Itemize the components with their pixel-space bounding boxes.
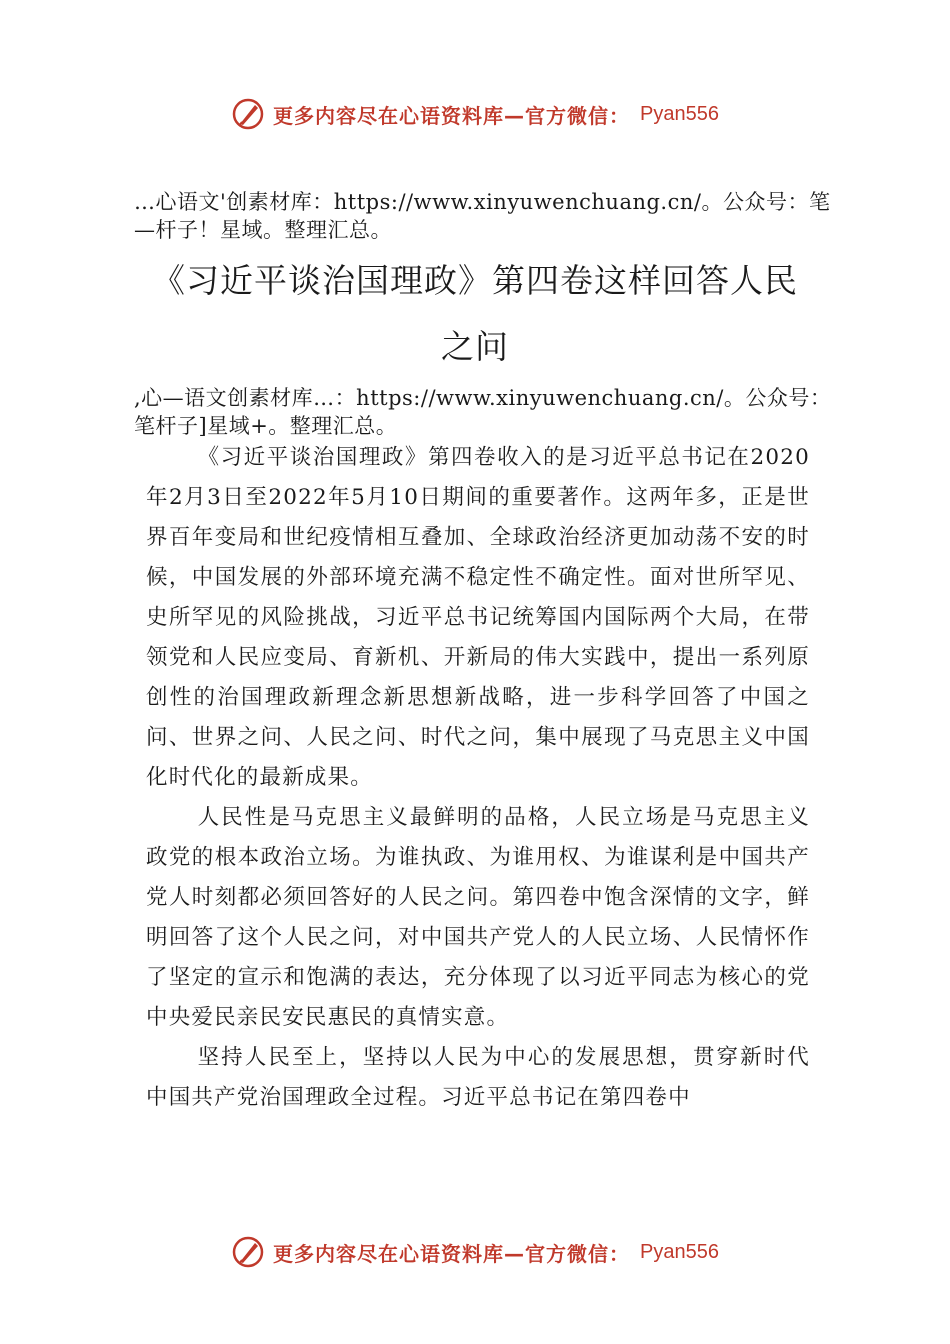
article-body xyxy=(146,438,810,1118)
banner-text: 更多内容尽在心语资料库—官方微信： xyxy=(273,1241,631,1266)
paragraph: 《习近平谈治国理政》第四卷收入的是习近平总书记在2020年2月3日至2022年5月10日期间的重要著作。这两年多，正是世界百年变局和世纪疫情相互叠加、全球政治经济更加动荡不安的时候，中国发展的外部环境充满不稳定性不确定性。面对世所罕见、史所罕见的风险挑战，习近平总书记统筹国内国际两个大局，在带领党和人民应变局、育新机、开新局的伟大实践中，提出一系列原创性的治国理政新理念新思想新战略，进一步科学回答了中国之问、世界之问、人民之问、时代之问，集中展现了马克思主义中国化时代化的最新成果。 xyxy=(146,445,810,790)
paragraph: 坚持人民至上，坚持以人民为中心的发展思想，贯穿新时代中国共产党治国理政全过程。习近平总书记在第四卷中 xyxy=(146,1045,810,1110)
footer-banner xyxy=(0,1232,950,1272)
banner-text: 更多内容尽在心语资料库—官方微信： xyxy=(273,103,631,128)
paragraph: 人民性是马克思主义最鲜明的品格，人民立场是马克思主义政党的根本政治立场。为谁执政、为谁用权、为谁谋利是中国共产党人时刻都必须回答好的人民之问。第四卷中饱含深情的文字，鲜明回答了这个人民之问，对中国共产党人的人民立场、人民情怀作了坚定的宣示和饱满的表达，充分体现了以习近平同志为核心的党中央爱民亲民安民惠民的真情实意。 xyxy=(146,805,810,1030)
wechat-id: Pyan556 xyxy=(640,1240,719,1263)
quill-logo-icon xyxy=(231,1235,265,1269)
wechat-id: Pyan556 xyxy=(640,102,719,125)
article-title: 《习近平谈治国理政》第四卷这样回答人民之问 xyxy=(152,261,798,366)
quill-logo-icon xyxy=(231,97,265,131)
source-note: …心语文'创素材库：https://www.xinyuwenchuang.cn/。公众号：笔—杆子！星域。整理汇总。 xyxy=(134,190,831,242)
source-note-2: ,心—语文创素材库…：https://www.xinyuwenchuang.cn/。公众号：笔杆子]星域+。整理汇总。 xyxy=(134,386,832,438)
header-banner xyxy=(0,94,950,134)
